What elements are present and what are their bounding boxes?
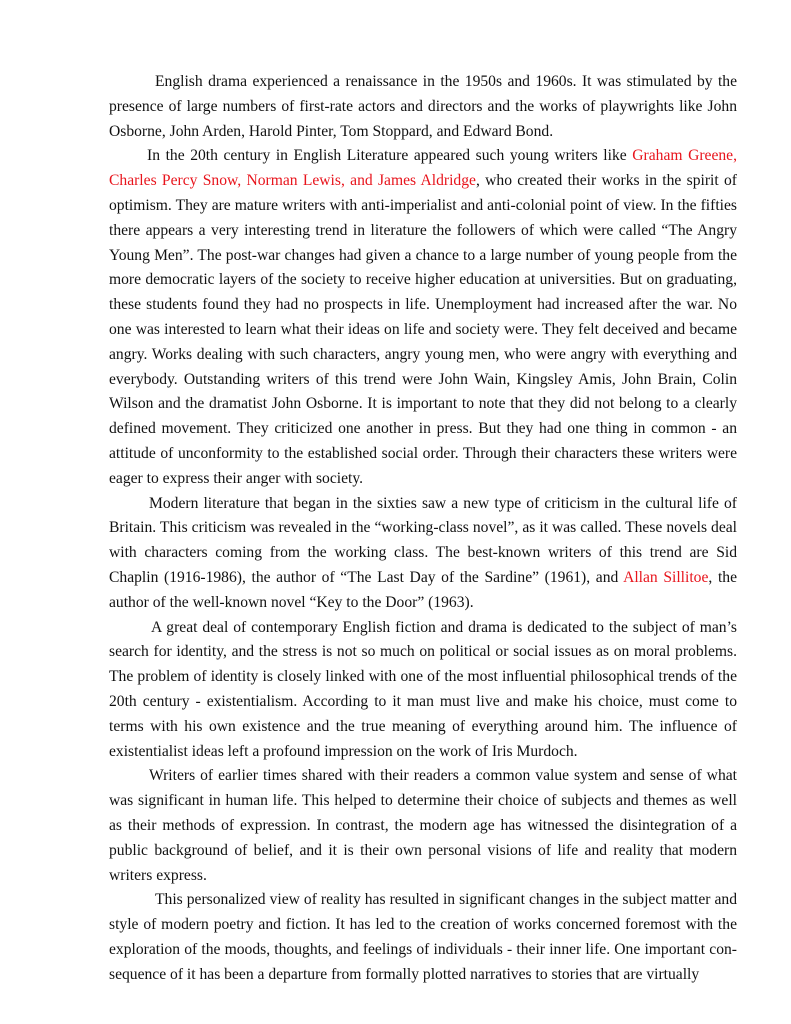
- paragraph-working-class-novel: [109, 492, 737, 616]
- paragraph-english-drama: English drama experienced a renaissance in the 1950s and 1960s. It was stimulated by the presence of large numbers of first-rate actors and directors and the works of playwrights like John Osborne, John Arden, Harold Pinter, Tom Stoppard, and Edward Bond.: [109, 73, 737, 140]
- highlighted-writer: Allan Sillitoe: [623, 568, 709, 586]
- paragraph-angry-young-men: [109, 144, 737, 491]
- paragraph-earlier-writers: Writers of earlier times shared with their readers a common value system and sense of what was significant in human life. This helped to determine their choice of subjects and themes as well as their methods of expression. In contrast, the modern age has witnessed the disintegration of a public background of belief, and it is their own personal visions of life and reality that modern writers express.: [109, 767, 737, 884]
- highlighted-writers: Graham Greene, Charles Percy Snow, Norman Lewis, and James Aldridge: [109, 147, 737, 190]
- paragraph-text: Modern literature that began in the sixties saw a new type of criticism in the cultural life of Britain. This criticism was revealed in the “working-class novel”, as it was called. These novels deal with characters coming from the working class. The best-known writers of this trend are Sid Chaplin (1916-1986), the author of “The Last Day of the Sardine” (1961), and: [109, 494, 737, 586]
- paragraph-personalized-view: This personalized view of reality has resulted in significant changes in the subject matter and style of modern poetry and fiction. It has led to the creation of works concerned foremost with the exploration of the moods, thoughts, and feelings of individuals - their inner life. One important con-sequence of it has been a departure from formally plotted narratives to stories that are virtually: [109, 891, 737, 983]
- document-page: [109, 70, 737, 987]
- paragraph-text: , who created their works in the spirit of optimism. They are mature writers with anti-imperialist and anti-colonial point of view. In the fifties there appears a very interesting trend in literature the followers of which were called “The Angry Young Men”. The post-war changes had given a chance to a large number of young people from the more democratic layers of the society to receive higher education at universities. But on graduating, these students found they had no prospects in life. Unemployment had increased after the war. No one was interested to learn what their ideas on life and society were. They felt deceived and became angry. Works dealing with such characters, angry young men, who were angry with everything and everybody. Outstanding writers of this trend were John Wain, Kingsley Amis, John Brain, Colin Wilson and the dramatist John Osborne. It is important to note that they did not belong to a clearly defined movement. They criticized one another in press. But they had one thing in common - an attitude of unconformity to the established social order. Through their characters these writers were eager to express their anger with society.: [109, 172, 737, 487]
- paragraph-search-for-identity: A great deal of contemporary English fiction and drama is dedicated to the subject of man’s search for identity, and the stress is not so much on political or social issues as on moral problems. The problem of identity is closely linked with one of the most influential philosophical trends of the 20th century - existentialism. According to it man must live and make his choice, must come to terms with his own existence and the true meaning of everything around him. The influence of existentialist ideas left a profound impression on the work of Iris Murdoch.: [109, 618, 737, 760]
- paragraph-text: In the 20th century in English Literature appeared such young writers like: [147, 147, 633, 165]
- paragraph-text: , the author of the well-known novel “Key to the Door” (1963).: [109, 568, 737, 611]
